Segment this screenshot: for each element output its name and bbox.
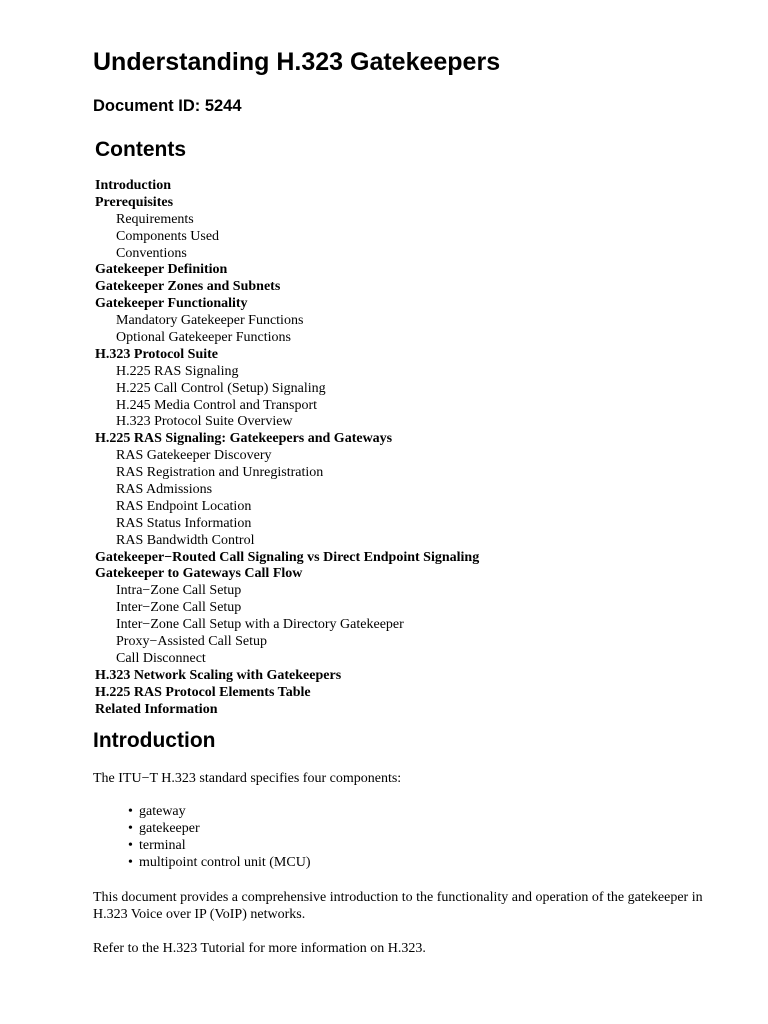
toc-item[interactable] [95, 398, 479, 415]
toc-item-label[interactable]: Components Used [116, 228, 220, 244]
intro-paragraph-overview: This document provides a comprehensive introduction to the functionality and operation of the gatekeeper in H.323 Voice over IP (VoIP) networks. [93, 890, 703, 922]
toc-item-label[interactable]: RAS Endpoint Location [116, 498, 252, 514]
toc-item-label[interactable]: Conventions [116, 245, 187, 261]
toc-item[interactable] [95, 566, 479, 583]
toc-item[interactable] [95, 499, 479, 516]
toc-item-label[interactable]: RAS Status Information [116, 515, 252, 531]
document-id: Document ID: 5244 [93, 97, 242, 115]
list-item-label: gateway [139, 804, 186, 819]
toc-item[interactable] [95, 262, 479, 279]
list-item [128, 837, 311, 854]
toc-item[interactable] [95, 296, 479, 313]
toc-item-label[interactable]: RAS Gatekeeper Discovery [116, 448, 272, 464]
toc-item-label[interactable]: Gatekeeper Definition [95, 262, 228, 278]
table-of-contents [95, 178, 479, 719]
toc-item[interactable] [95, 600, 479, 617]
contents-heading: Contents [95, 138, 186, 161]
toc-item[interactable] [95, 431, 479, 448]
toc-item[interactable] [95, 381, 479, 398]
toc-item[interactable] [95, 685, 479, 702]
toc-item-label[interactable]: RAS Admissions [116, 482, 213, 498]
toc-item-label[interactable]: Mandatory Gatekeeper Functions [116, 313, 304, 329]
toc-item-label[interactable]: Intra−Zone Call Setup [116, 583, 242, 599]
document-title: Understanding H.323 Gatekeepers [93, 48, 501, 76]
toc-item[interactable] [95, 465, 479, 482]
toc-item[interactable] [95, 533, 479, 550]
toc-item-label[interactable]: H.225 RAS Signaling: Gatekeepers and Gateways [95, 431, 393, 447]
list-item [128, 854, 311, 871]
toc-item[interactable] [95, 229, 479, 246]
toc-item-label[interactable]: H.323 Network Scaling with Gatekeepers [95, 667, 342, 683]
bullet-icon: • [128, 855, 133, 870]
toc-item-label[interactable]: Gatekeeper to Gateways Call Flow [95, 566, 303, 582]
bullet-icon: • [128, 838, 133, 853]
components-list [128, 803, 311, 871]
toc-item[interactable] [95, 448, 479, 465]
toc-item[interactable] [95, 668, 479, 685]
toc-item[interactable] [95, 634, 479, 651]
toc-item[interactable] [95, 246, 479, 263]
list-item [128, 803, 311, 820]
toc-item[interactable] [95, 178, 479, 195]
list-item-label: gatekeeper [139, 821, 200, 836]
toc-item-label[interactable]: H.225 RAS Protocol Elements Table [95, 684, 311, 700]
bullet-icon: • [128, 804, 133, 819]
toc-item-label[interactable]: H.323 Protocol Suite Overview [116, 414, 293, 430]
toc-item[interactable] [95, 313, 479, 330]
toc-item[interactable] [95, 195, 479, 212]
toc-item[interactable] [95, 364, 479, 381]
toc-item[interactable] [95, 583, 479, 600]
toc-item-label[interactable]: H.225 RAS Signaling [116, 363, 239, 379]
toc-item[interactable] [95, 617, 479, 634]
toc-item[interactable] [95, 482, 479, 499]
toc-item-label[interactable]: Optional Gatekeeper Functions [116, 330, 291, 346]
toc-item-label[interactable]: Proxy−Assisted Call Setup [116, 634, 268, 650]
list-item-label: terminal [139, 838, 186, 853]
introduction-heading: Introduction [93, 729, 216, 752]
toc-item-label[interactable]: H.225 Call Control (Setup) Signaling [116, 380, 326, 396]
toc-item[interactable] [95, 651, 479, 668]
toc-item-label[interactable]: Inter−Zone Call Setup [116, 600, 242, 616]
toc-item[interactable] [95, 279, 479, 296]
toc-item-label[interactable]: Introduction [95, 178, 171, 193]
toc-item-label[interactable]: Related Information [95, 701, 218, 717]
toc-item-label[interactable]: H.245 Media Control and Transport [116, 397, 318, 413]
toc-item-label[interactable]: Inter−Zone Call Setup with a Directory Gatekeeper [116, 617, 404, 633]
toc-item[interactable] [95, 414, 479, 431]
toc-item-label[interactable]: Gatekeeper−Routed Call Signaling vs Direct Endpoint Signaling [95, 549, 480, 565]
toc-item[interactable] [95, 347, 479, 364]
toc-item[interactable] [95, 330, 479, 347]
toc-item-label[interactable]: Requirements [116, 211, 194, 227]
toc-item-label[interactable]: Gatekeeper Zones and Subnets [95, 279, 281, 295]
toc-item-label[interactable]: H.323 Protocol Suite [95, 346, 219, 362]
intro-paragraph-components: The ITU−T H.323 standard specifies four components: [93, 771, 402, 786]
list-item-label: multipoint control unit (MCU) [139, 855, 311, 870]
toc-item-label[interactable]: Call Disconnect [116, 650, 206, 666]
toc-item-label[interactable]: Gatekeeper Functionality [95, 296, 248, 312]
list-item [128, 820, 311, 837]
toc-item-label[interactable]: Prerequisites [95, 194, 174, 210]
toc-item[interactable] [95, 702, 479, 719]
toc-item[interactable] [95, 550, 479, 567]
toc-item[interactable] [95, 516, 479, 533]
toc-item-label[interactable]: RAS Registration and Unregistration [116, 465, 324, 481]
intro-paragraph-reference: Refer to the H.323 Tutorial for more information on H.323. [93, 941, 426, 956]
toc-item[interactable] [95, 212, 479, 229]
bullet-icon: • [128, 821, 133, 836]
toc-item-label[interactable]: RAS Bandwidth Control [116, 532, 255, 548]
